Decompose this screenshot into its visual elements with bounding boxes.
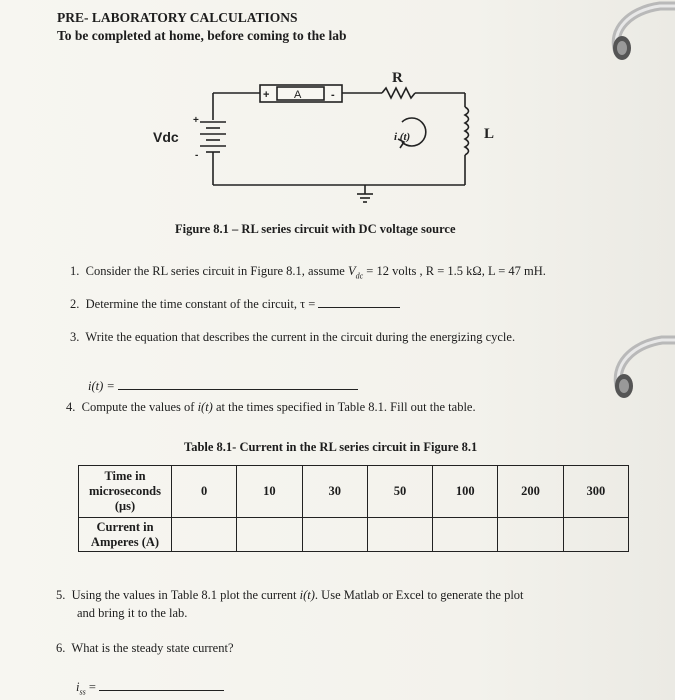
equation-answer-line[interactable]	[118, 389, 358, 390]
question-text: What is the steady state current?	[71, 641, 234, 655]
question-number: 2.	[70, 297, 80, 311]
figure-caption: Figure 8.1 – RL series circuit with DC voltage source	[175, 222, 456, 236]
time-cell: 100	[433, 466, 498, 518]
question-6	[56, 641, 234, 656]
current-header-cell: Current in Amperes (A)	[79, 518, 172, 552]
question-number: 6.	[56, 641, 66, 655]
it-symbol: i(t)	[299, 588, 315, 602]
it-symbol: i(t)	[197, 400, 213, 414]
current-equation-line	[88, 379, 358, 394]
time-cell: 10	[237, 466, 302, 518]
current-input-cell[interactable]	[498, 518, 563, 552]
question-1	[70, 264, 546, 281]
vdc-symbol: V	[347, 264, 356, 278]
resistor-symbol	[382, 88, 415, 98]
time-cell: 0	[172, 466, 237, 518]
page-title: PRE- LABORATORY CALCULATIONS	[57, 10, 298, 25]
time-cell: 200	[498, 466, 563, 518]
vdc-subscript: dc	[355, 271, 364, 281]
question-text-cont: = 12 volts , R = 1.5 kΩ, L = 47 mH.	[363, 264, 546, 278]
time-cell: 300	[563, 466, 628, 518]
steady-state-line	[76, 680, 224, 697]
question-2	[70, 297, 400, 312]
question-5-line-2: and bring it to the lab.	[77, 606, 188, 620]
binder-ring-top-icon	[600, 0, 675, 70]
binder-ring-bottom-icon	[600, 320, 675, 410]
table-row	[79, 466, 629, 518]
iss-symbol: i	[76, 680, 80, 694]
rl-circuit-diagram	[150, 60, 520, 220]
current-input-cell[interactable]	[563, 518, 628, 552]
it-label: i(t) =	[88, 379, 115, 393]
time-cell: 30	[302, 466, 367, 518]
time-constant-answer-line[interactable]	[318, 307, 400, 308]
iss-equals: =	[85, 680, 96, 694]
steady-state-answer-line[interactable]	[99, 690, 224, 691]
question-text: Consider the RL series circuit in Figure 8.1, assume	[85, 264, 348, 278]
question-number: 3.	[70, 330, 80, 344]
current-input-cell[interactable]	[367, 518, 432, 552]
inductor-symbol	[465, 107, 469, 155]
question-text-cont: . Use Matlab or Excel to generate the plot	[314, 588, 524, 602]
inductor-label: L	[484, 126, 495, 142]
page-subtitle: To be completed at home, before coming to the lab	[57, 28, 347, 43]
table-row	[79, 518, 629, 552]
source-label: Vdc	[153, 129, 179, 145]
current-table	[78, 465, 629, 552]
question-text: Write the equation that describes the current in the circuit during the energizing cycle.	[85, 330, 516, 344]
question-4	[66, 400, 476, 415]
question-text-cont: at the times specified in Table 8.1. Fill out the table.	[212, 400, 476, 414]
question-number: 5.	[56, 588, 66, 602]
current-input-cell[interactable]	[302, 518, 367, 552]
question-number: 1.	[70, 264, 80, 278]
ammeter-label: A	[294, 89, 302, 101]
ammeter-plus: +	[263, 89, 270, 101]
plus-sign: +	[193, 115, 199, 126]
table-caption: Table 8.1- Current in the RL series circuit in Figure 8.1	[184, 440, 478, 454]
question-5	[56, 588, 524, 603]
time-cell: 50	[367, 466, 432, 518]
current-label: i (t)	[394, 131, 411, 143]
iss-subscript: ss	[79, 687, 86, 697]
question-text: Using the values in Table 8.1 plot the current	[71, 588, 300, 602]
minus-sign: -	[195, 150, 199, 161]
question-3	[70, 330, 515, 345]
question-text: Compute the values of	[81, 400, 198, 414]
time-header-cell: Time in microseconds (μs)	[79, 466, 172, 518]
current-input-cell[interactable]	[172, 518, 237, 552]
current-input-cell[interactable]	[237, 518, 302, 552]
question-number: 4.	[66, 400, 76, 414]
ammeter-minus: -	[331, 89, 335, 101]
current-input-cell[interactable]	[433, 518, 498, 552]
resistor-label: R	[392, 70, 403, 86]
question-text: Determine the time constant of the circuit, τ =	[85, 297, 316, 311]
